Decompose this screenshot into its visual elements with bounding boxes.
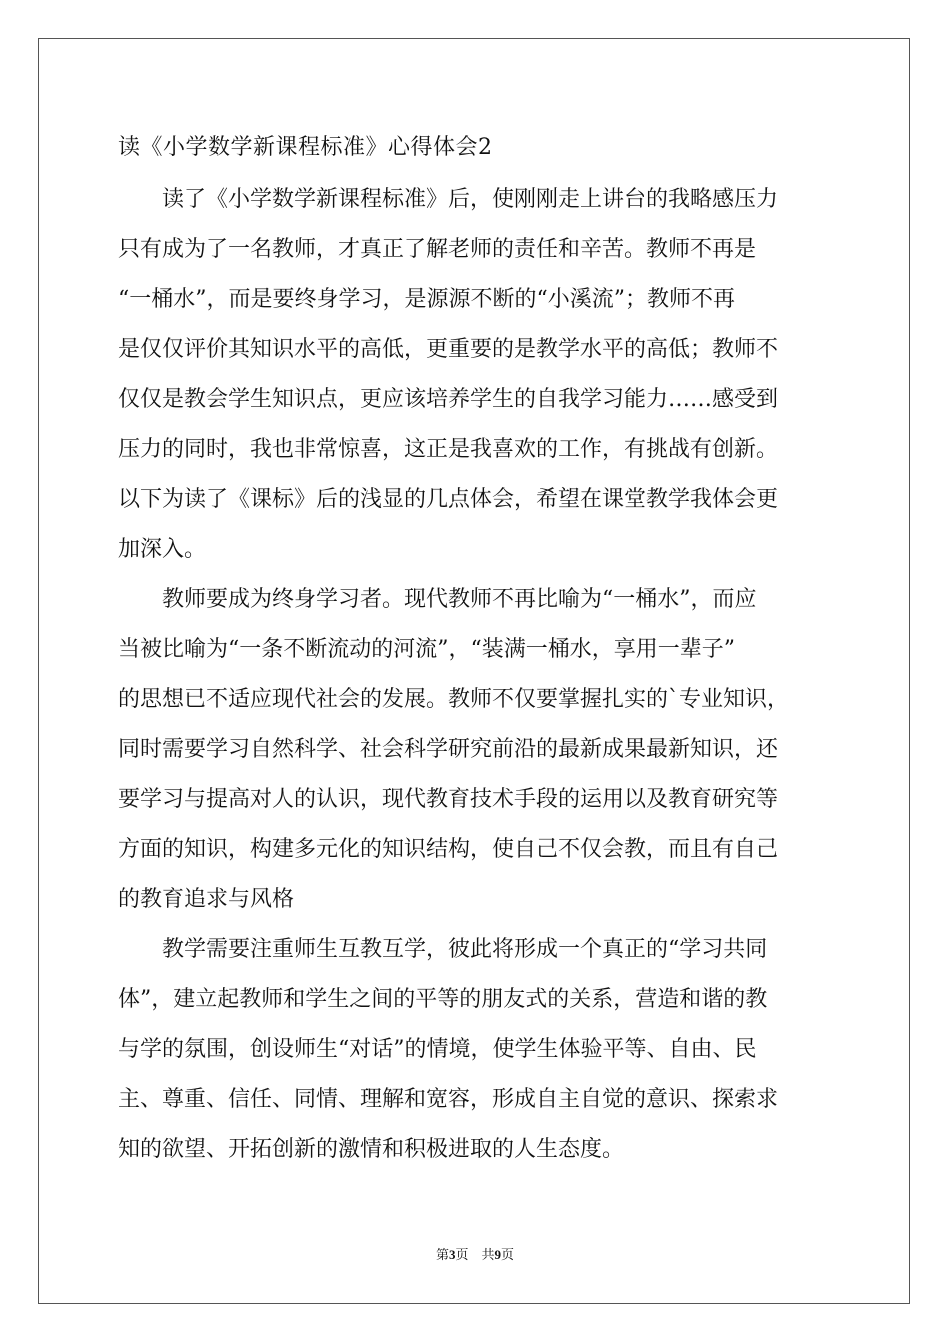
paragraph-2-line-5: 要学习与提高对人的认识，现代教育技术手段的运用以及教育研究等 xyxy=(118,787,779,812)
paragraph-1-line-8: 加深入。 xyxy=(118,537,207,562)
paragraph-1-line-5: 仅仅是教会学生知识点，更应该培养学生的自我学习能力……感受到 xyxy=(118,387,779,412)
page-prefix: 第 xyxy=(435,1247,449,1262)
paragraph-3-line-3: 与学的氛围，创设师生“对话”的情境，使学生体验平等、自由、民 xyxy=(118,1037,757,1062)
paragraph-2-line-2: 当被比喻为“一条不断流动的河流”，“装满一桶水，享用一辈子” xyxy=(118,637,735,662)
page-number: 3 xyxy=(448,1247,456,1262)
paragraph-1-line-1: 读了《小学数学新课程标准》后，使刚刚走上讲台的我略感压力 xyxy=(162,187,779,212)
paragraph-2-line-6: 方面的知识，构建多元化的知识结构，使自己不仅会教，而且有自己 xyxy=(118,837,779,862)
paragraph-2-line-4: 同时需要学习自然科学、社会科学研究前沿的最新成果最新知识，还 xyxy=(118,737,779,762)
paragraph-2-line-7: 的教育追求与风格 xyxy=(118,887,295,912)
paragraph-3-line-1: 教学需要注重师生互教互学，彼此将形成一个真正的“学习共同 xyxy=(162,937,768,962)
paragraph-3-line-5: 知的欲望、开拓创新的激情和积极进取的人生态度。 xyxy=(118,1137,625,1162)
paragraph-1-line-4: 是仅仅评价其知识水平的高低，更重要的是教学水平的高低；教师不 xyxy=(118,337,779,362)
paragraph-1-line-2: 只有成为了一名教师，才真正了解老师的责任和辛苦。教师不再是 xyxy=(118,237,757,262)
paragraph-3-line-4: 主、尊重、信任、同情、理解和宽容，形成自主自觉的意识、探索求 xyxy=(118,1087,779,1112)
paragraph-2-line-3: 的思想已不适应现代社会的发展。教师不仅要掌握扎实的`专业知识， xyxy=(118,687,790,712)
paragraph-2-line-1: 教师要成为终身学习者。现代教师不再比喻为“一桶水”，而应 xyxy=(162,587,757,612)
paragraph-3-line-2: 体”，建立起教师和学生之间的平等的朋友式的关系，营造和谐的教 xyxy=(118,987,768,1012)
paragraph-1-line-3: “一桶水”，而是要终身学习，是源源不断的“小溪流”；教师不再 xyxy=(118,287,735,312)
page-suffix: 页 xyxy=(455,1247,469,1262)
total-pages: 9 xyxy=(494,1247,502,1262)
total-prefix: 共 xyxy=(481,1247,495,1262)
document-title: 读《小学数学新课程标准》心得体会2 xyxy=(118,135,493,160)
paragraph-1-line-7: 以下为读了《课标》后的浅显的几点体会，希望在课堂教学我体会更 xyxy=(118,487,779,512)
total-suffix: 页 xyxy=(501,1247,515,1262)
page-footer xyxy=(0,1245,950,1265)
paragraph-1-line-6: 压力的同时，我也非常惊喜，这正是我喜欢的工作，有挑战有创新。 xyxy=(118,437,779,462)
